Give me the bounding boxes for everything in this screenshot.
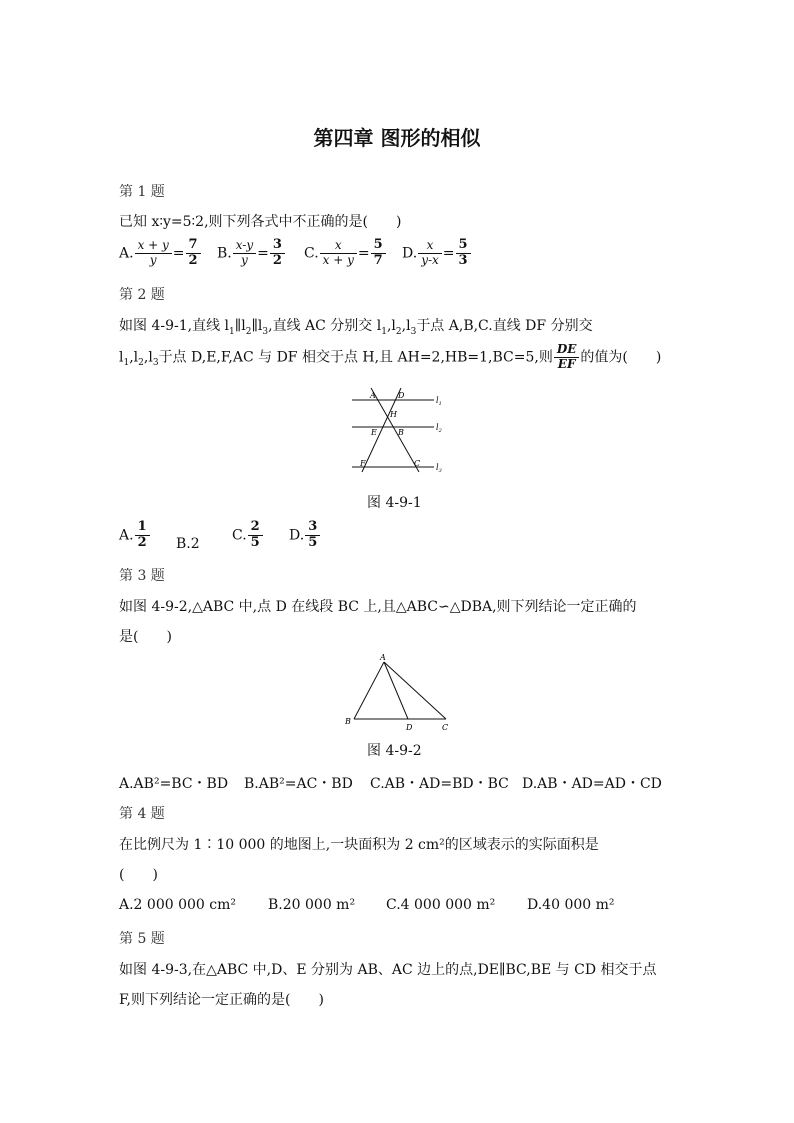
q3-option-a: A.AB²=BC・BD xyxy=(119,776,229,792)
q5-label: 第 5 题 xyxy=(119,931,165,947)
side-ab xyxy=(354,662,384,719)
q4-option-a: A.2 000 000 cm² xyxy=(119,897,236,913)
fig2-label-A: A xyxy=(380,653,386,662)
q2-stem-line2: $l_1,l_2,l_3$于点 D,E,F,AC 与 DF 相交于点 H,且 AH=2,HB=1,BC=5,则 $\frac{DE}{EF}$ 的值为( ) xyxy=(119,342,662,371)
fig1-label-D: D xyxy=(398,391,405,400)
q4-stem-line1: 在比例尺为 1∶10 000 的地图上,一块面积为 2 cm²的区域表示的实际面积是 xyxy=(119,837,599,853)
fig1-label-l3: $l_3$ xyxy=(436,463,442,474)
q1-stem: 已知 x∶y=5∶2,则下列各式中不正确的是( ) xyxy=(119,214,402,230)
fig1-label-E: E xyxy=(371,428,377,437)
fig2-label-B: B xyxy=(345,717,351,726)
side-ac xyxy=(384,662,446,719)
figure-4-9-2 xyxy=(340,652,456,734)
q2-label: 第 2 题 xyxy=(119,287,165,303)
fig2-label-D: D xyxy=(406,723,413,732)
fig1-label-F: F xyxy=(360,459,366,468)
q4-stem-line2: ( ) xyxy=(119,867,158,883)
segment-ad xyxy=(384,662,408,719)
q1-option-a: A. $\frac{x + y}{y}$ = $\frac{7}{2}$ xyxy=(119,238,202,269)
figure-4-9-1 xyxy=(348,386,448,476)
figure-4-9-2-caption: 图 4-9-2 xyxy=(367,743,422,759)
q2-option-a: A. $\frac{1}{2}$ xyxy=(119,520,151,551)
q3-stem-line2: 是( ) xyxy=(119,629,172,645)
q3-label: 第 3 题 xyxy=(119,568,165,584)
fig1-label-l2: $l_2$ xyxy=(436,423,442,434)
fig1-label-B: B xyxy=(398,428,404,437)
q4-option-d: D.40 000 m² xyxy=(527,897,615,913)
q3-option-d: D.AB・AD=AD・CD xyxy=(522,776,662,792)
q2-option-b: B.2 xyxy=(176,536,200,552)
fig1-label-C: C xyxy=(414,459,421,468)
fig1-label-l1: $l_1$ xyxy=(436,396,442,407)
q1-a-frac: $\frac{x + y}{y}$ xyxy=(135,239,172,268)
q4-option-c: C.4 000 000 m² xyxy=(386,897,496,913)
fig1-label-A: A xyxy=(370,391,376,400)
figure-4-9-1-caption: 图 4-9-1 xyxy=(367,495,422,511)
q3-stem-line1: 如图 4-9-2,△ABC 中,点 D 在线段 BC 上,且△ABC∽△DBA,则下列结论一定正确的 xyxy=(119,599,637,615)
q1-option-letter: A. xyxy=(119,245,134,262)
q2-option-c: C. $\frac{2}{5}$ xyxy=(232,520,264,551)
q1-a-value: $\frac{7}{2}$ xyxy=(186,238,201,269)
q1-option-c: C. $\frac{x}{x + y}$ = $\frac{5}{7}$ xyxy=(304,238,387,269)
q4-option-b: B.20 000 m² xyxy=(268,897,356,913)
q2-option-d: D. $\frac{3}{5}$ xyxy=(289,520,321,551)
q1-option-d: D. $\frac{x}{y-x}$ = $\frac{5}{3}$ xyxy=(402,238,472,269)
q3-option-b: B.AB²=AC・BD xyxy=(244,776,353,792)
q5-stem-line2: F,则下列结论一定正确的是( ) xyxy=(119,992,324,1008)
fig1-label-H: H xyxy=(390,410,397,419)
q1-option-b: B. $\frac{x-y}{y}$ = $\frac{3}{2}$ xyxy=(217,238,286,269)
fig2-label-C: C xyxy=(442,723,449,732)
q5-stem-line1: 如图 4-9-3,在△ABC 中,D、E 分别为 AB、AC 边上的点,DE∥BC,BE 与 CD 相交于点 xyxy=(119,962,657,978)
q1-label: 第 1 题 xyxy=(119,184,165,200)
q2-stem-line1: 如图 4-9-1,直线 $l_1\parallel l_2\parallel l_3$,直线 AC 分别交 $l_1,l_2,l_3$于点 A,B,C.直线 DF 分别交 xyxy=(119,318,593,337)
q4-label: 第 4 题 xyxy=(119,806,165,822)
page-title: 第四章 图形的相似 xyxy=(313,126,481,150)
q3-option-c: C.AB・AD=BD・BC xyxy=(370,776,509,792)
